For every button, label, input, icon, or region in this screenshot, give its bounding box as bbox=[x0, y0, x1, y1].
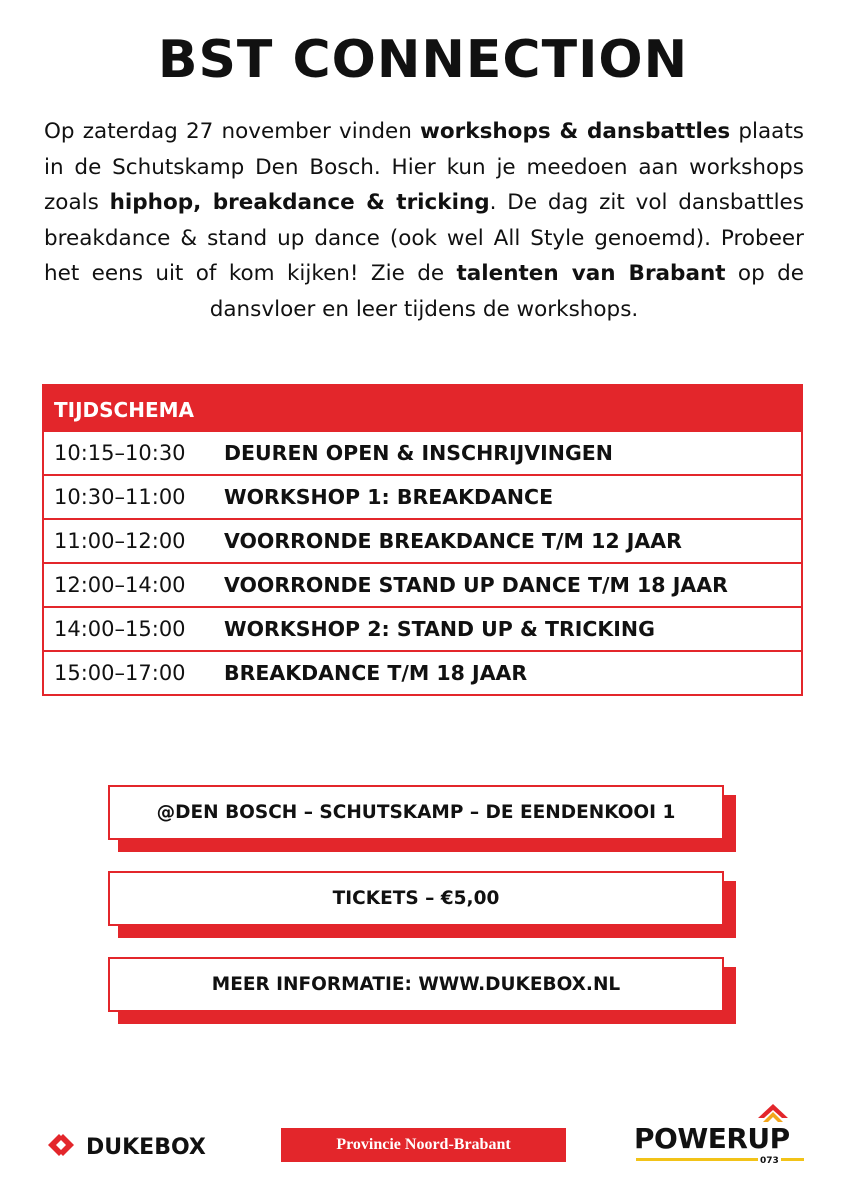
schedule-row bbox=[44, 562, 801, 606]
schedule-header: TIJDSCHEMA bbox=[44, 386, 801, 430]
location-text: @DEN BOSCH – SCHUTSKAMP – DE EENDENKOOI 1 bbox=[156, 802, 676, 823]
schedule-event: WORKSHOP 2: STAND UP & TRICKING bbox=[224, 617, 655, 641]
intro-bold-styles: hiphop, breakdance & tricking bbox=[109, 190, 490, 215]
dukebox-logo-icon bbox=[44, 1128, 78, 1167]
intro-text-2: plaats in de Schutskamp Den Bosch. Hier kun je meedoen aan workshops zoals bbox=[44, 119, 804, 215]
intro-text-3: . De dag zit vol dansbattles breakdance & stand up dance (ook wel All Style genoemd). Probeer het eens uit of kom kijken! Zie de bbox=[44, 190, 804, 286]
tickets-text: TICKETS – €5,00 bbox=[332, 888, 500, 909]
poster-title: BST CONNECTION bbox=[157, 30, 689, 90]
schedule-time: 10:30–11:00 bbox=[54, 485, 186, 509]
intro-text-4: op de dansvloer en leer tijdens de workshops. bbox=[209, 261, 804, 322]
schedule-time: 15:00–17:00 bbox=[54, 661, 186, 685]
provincie-noord-brabant-logo: Provincie Noord-Brabant bbox=[281, 1128, 566, 1162]
location-box bbox=[108, 785, 724, 840]
tickets-box bbox=[108, 871, 724, 926]
schedule-event: VOORRONDE BREAKDANCE T/M 12 JAAR bbox=[224, 529, 682, 553]
intro-bold-workshops: workshops & dansbattles bbox=[420, 119, 731, 144]
schedule-event: DEUREN OPEN & INSCHRIJVINGEN bbox=[224, 441, 613, 465]
schedule-time: 12:00–14:00 bbox=[54, 573, 186, 597]
intro-text-1: Op zaterdag 27 november vinden bbox=[44, 119, 421, 144]
schedule-row bbox=[44, 650, 801, 694]
powerup-wordmark: POWERUP bbox=[634, 1122, 790, 1155]
dukebox-logo bbox=[44, 1128, 206, 1167]
schedule-row bbox=[44, 606, 801, 650]
dukebox-wordmark: DUKEBOX bbox=[86, 1135, 206, 1160]
powerup-sub-label: 073 bbox=[760, 1156, 779, 1166]
schedule-event: VOORRONDE STAND UP DANCE T/M 18 JAAR bbox=[224, 573, 728, 597]
schedule-time: 14:00–15:00 bbox=[54, 617, 186, 641]
schedule-time: 11:00–12:00 bbox=[54, 529, 186, 553]
powerup-logo bbox=[634, 1104, 806, 1166]
more-info-link[interactable]: MEER INFORMATIE: WWW.DUKEBOX.NL bbox=[211, 974, 621, 995]
schedule-table bbox=[42, 384, 803, 696]
schedule-row bbox=[44, 518, 801, 562]
schedule-row bbox=[44, 474, 801, 518]
schedule-event: WORKSHOP 1: BREAKDANCE bbox=[224, 485, 554, 509]
more-info-box[interactable] bbox=[108, 957, 724, 1012]
intro-paragraph bbox=[44, 114, 804, 327]
intro-bold-talenten: talenten van Brabant bbox=[456, 261, 726, 286]
schedule-row bbox=[44, 430, 801, 474]
schedule-event: BREAKDANCE T/M 18 JAAR bbox=[224, 661, 528, 685]
schedule-time: 10:15–10:30 bbox=[54, 441, 186, 465]
